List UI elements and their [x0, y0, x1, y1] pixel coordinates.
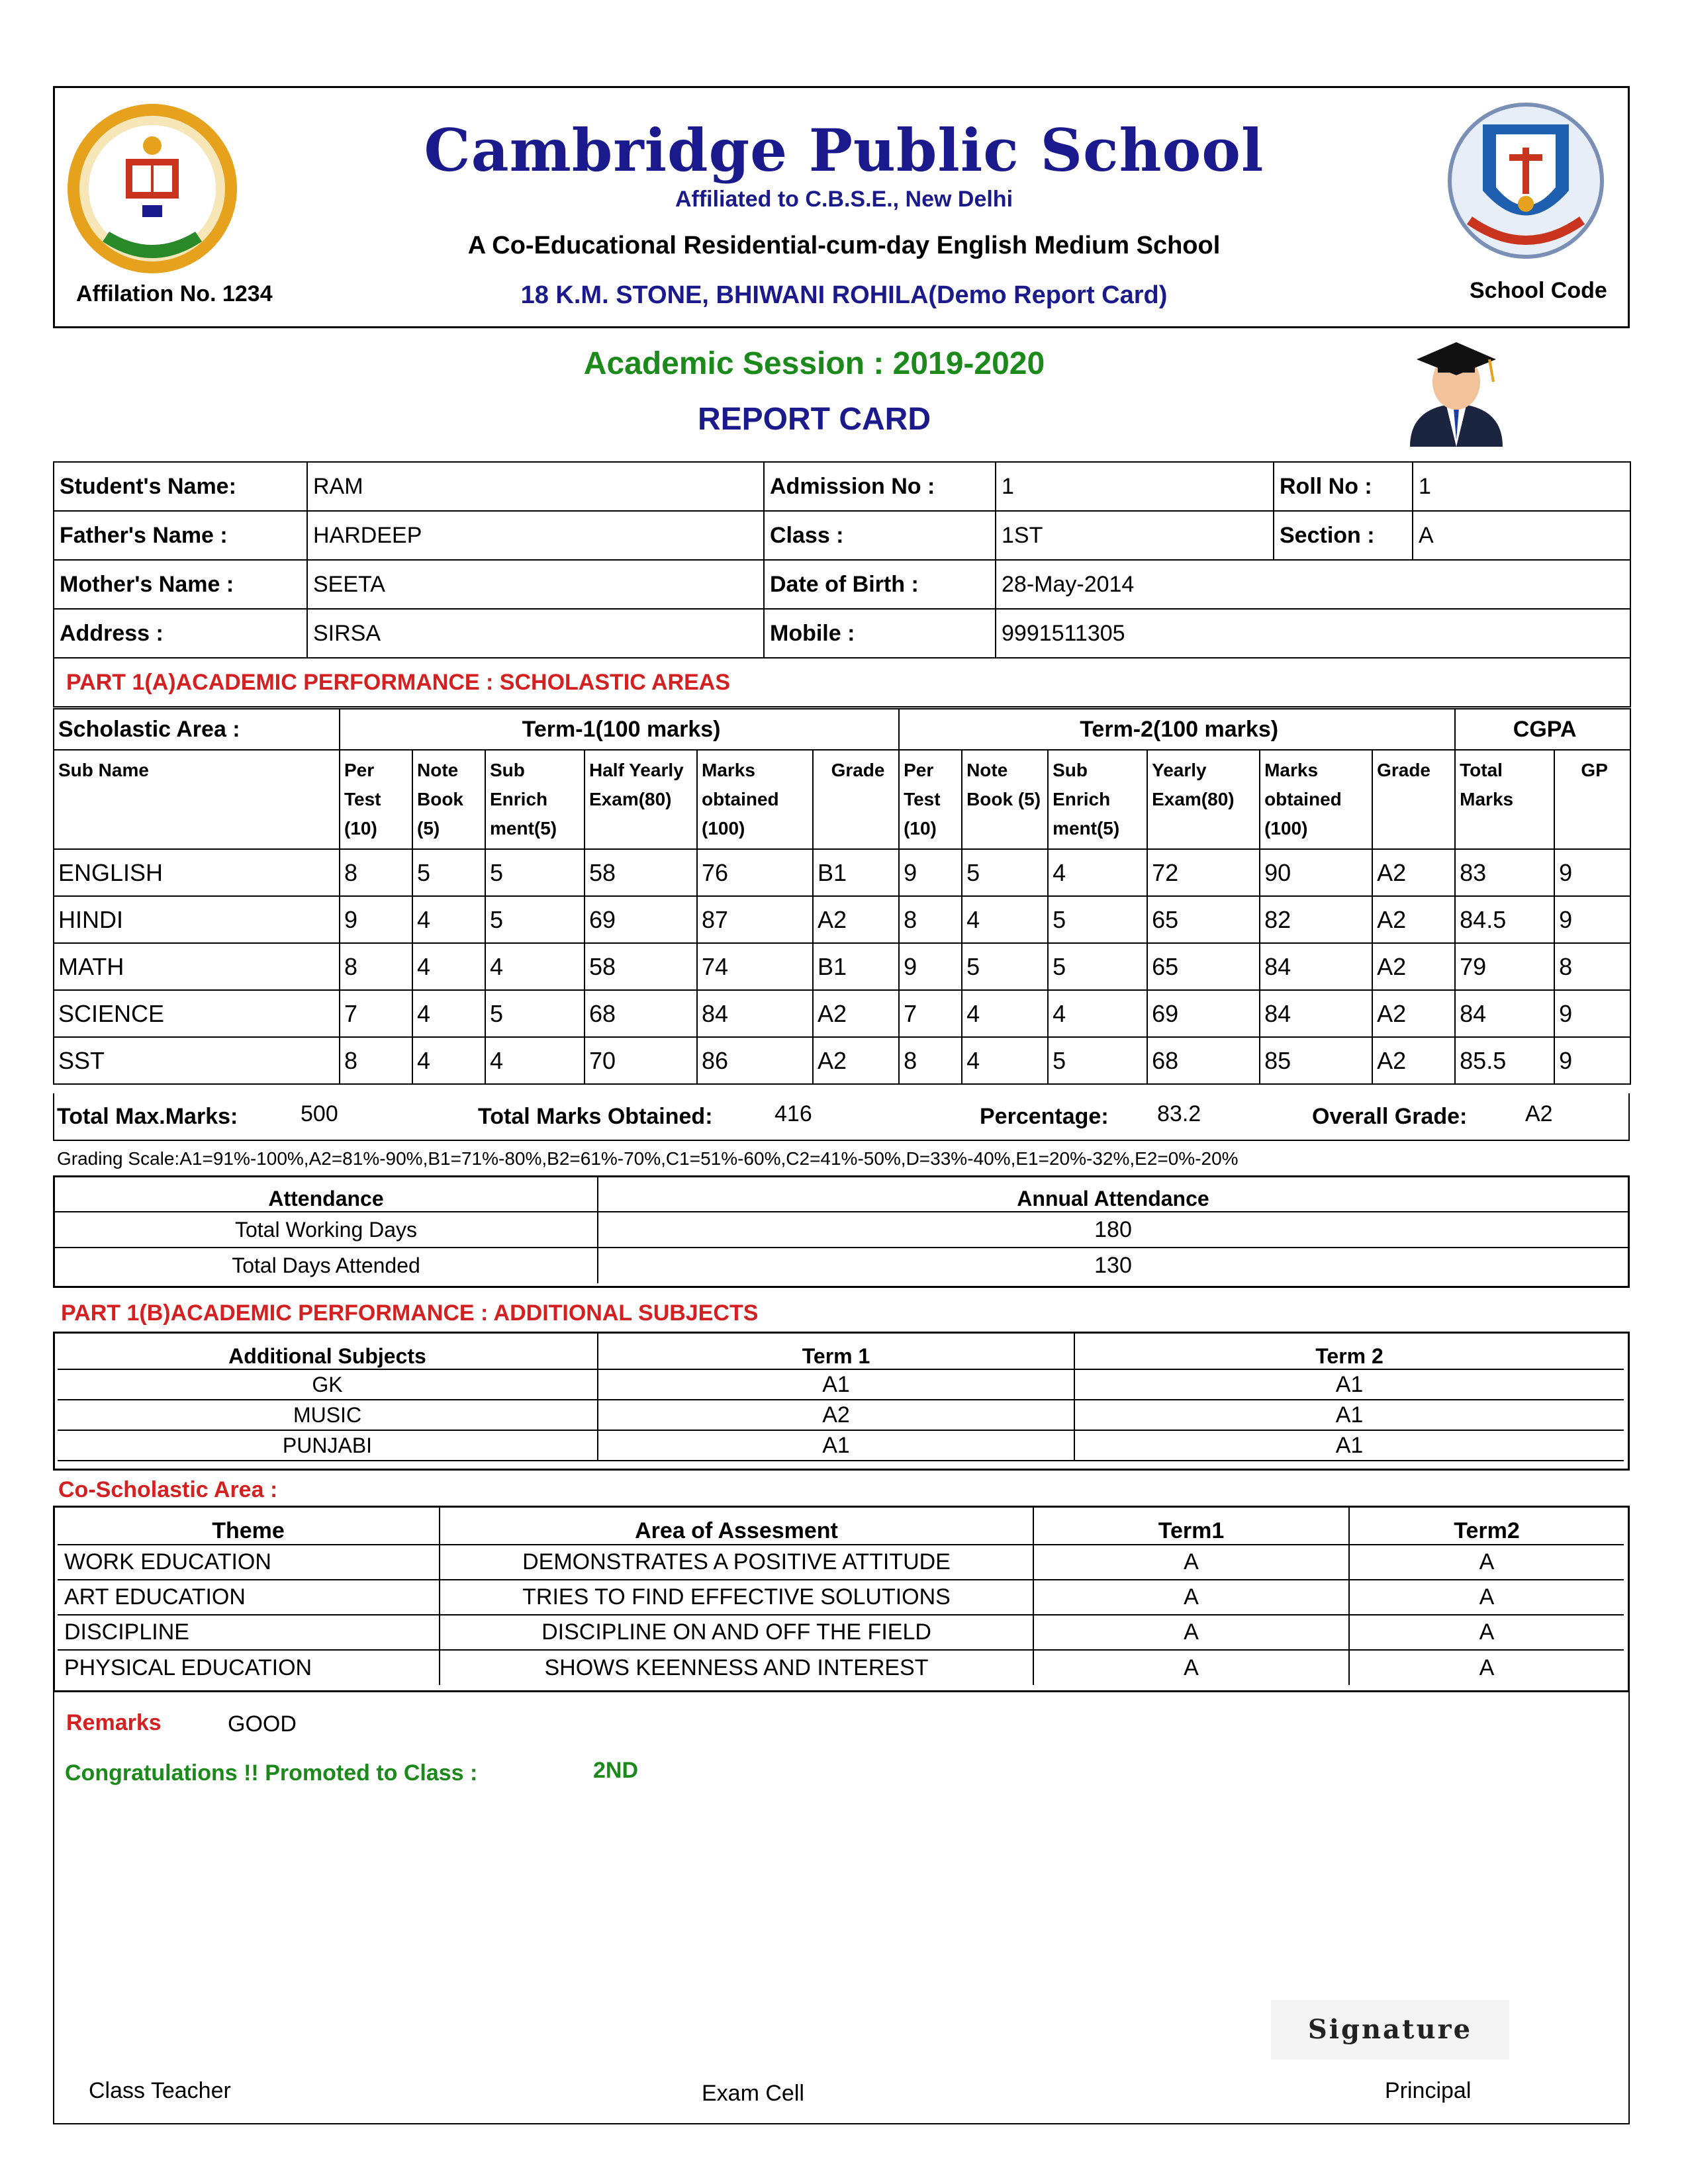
score-cell: 4: [962, 1037, 1048, 1084]
school-tagline: A Co-Educational Residential-cum-day English Medium School: [467, 232, 1221, 259]
subject-name-cell: SCIENCE: [54, 990, 340, 1037]
score-cell: 84: [1455, 990, 1554, 1037]
attendance-col-header: Attendance: [55, 1177, 598, 1212]
totals-row: [53, 1093, 1630, 1141]
score-cell: 5: [962, 943, 1048, 990]
score-cell: 5: [1048, 896, 1147, 943]
score-cell: 4: [962, 896, 1048, 943]
scholastic-area-label: Scholastic Area :: [54, 709, 340, 750]
admission-no-value: 1: [996, 462, 1274, 511]
school-code-label: School Code: [1470, 278, 1607, 303]
col-t2-grade: Grade: [1372, 750, 1455, 849]
student-info-table: [53, 461, 1631, 707]
class-value: 1ST: [996, 511, 1274, 560]
score-cell: 8: [340, 943, 412, 990]
scholastic-column-headers: [54, 750, 1630, 849]
scholastic-table: [53, 708, 1631, 1085]
theme-cell: PHYSICAL EDUCATION: [64, 1655, 312, 1680]
remarks-value: GOOD: [228, 1711, 297, 1737]
report-card-title: REPORT CARD: [697, 402, 931, 437]
percentage-value: 83.2: [1157, 1101, 1201, 1126]
area-assessment-header: Area of Assesment: [440, 1508, 1033, 1545]
additional-subjects-box: [53, 1332, 1630, 1471]
mother-name-value: SEETA: [307, 560, 764, 609]
col-total-marks: Total Marks: [1455, 750, 1554, 849]
term1-grade-cell: A: [1033, 1650, 1349, 1685]
score-cell: 4: [412, 896, 485, 943]
school-crest-icon: [1443, 98, 1609, 263]
score-cell: 8: [340, 1037, 412, 1084]
additional-grade-cell: A1: [598, 1369, 1074, 1400]
signature-text: Signature: [1307, 2014, 1473, 2045]
dob-value: 28-May-2014: [996, 560, 1630, 609]
score-cell: 5: [485, 849, 585, 896]
score-cell: 8: [899, 896, 962, 943]
affiliation-text: Affiliated to C.B.S.E., New Delhi: [675, 187, 1013, 212]
working-days-label: Total Working Days: [55, 1212, 598, 1248]
term1-grade-cell: A: [1033, 1580, 1349, 1615]
affiliation-number: Affilation No. 1234: [76, 281, 273, 306]
col-gp: GP: [1554, 750, 1630, 849]
score-cell: 8: [340, 849, 412, 896]
overall-grade-value: A2: [1525, 1101, 1553, 1126]
student-name-value: RAM: [307, 462, 764, 511]
subject-name-cell: MATH: [54, 943, 340, 990]
score-cell: 5: [1048, 943, 1147, 990]
col-t2-per-test: Per Test (10): [899, 750, 962, 849]
score-cell: 4: [412, 1037, 485, 1084]
score-cell: A2: [813, 1037, 899, 1084]
score-cell: 5: [412, 849, 485, 896]
score-cell: 90: [1260, 849, 1372, 896]
mobile-label: Mobile :: [764, 609, 996, 658]
score-cell: 65: [1147, 896, 1260, 943]
additional-grade-cell: A1: [598, 1430, 1074, 1461]
score-cell: A2: [1372, 849, 1455, 896]
score-cell: 69: [585, 896, 697, 943]
col-sub-name: Sub Name: [54, 750, 340, 849]
total-max-value: 500: [301, 1101, 338, 1126]
section-value: A: [1413, 511, 1630, 560]
dob-label: Date of Birth :: [764, 560, 996, 609]
score-cell: 5: [962, 849, 1048, 896]
additional-term1-header: Term 1: [598, 1334, 1074, 1369]
working-days-value: 180: [598, 1212, 1628, 1248]
score-cell: 86: [697, 1037, 813, 1084]
total-obtained-value: 416: [774, 1101, 812, 1126]
col-t1-per-test: Per Test (10): [340, 750, 412, 849]
additional-subject-row: [58, 1369, 1624, 1400]
theme-cell: ART EDUCATION: [58, 1580, 440, 1615]
col-t1-half-yearly: Half Yearly Exam(80): [585, 750, 697, 849]
additional-subject-row: [58, 1400, 1624, 1430]
score-cell: 82: [1260, 896, 1372, 943]
score-cell: 68: [1147, 1037, 1260, 1084]
coscholastic-row: [58, 1545, 1624, 1580]
mobile-value: 9991511305: [996, 609, 1630, 658]
address-value: SIRSA: [307, 609, 764, 658]
percentage-label: Percentage:: [980, 1104, 1109, 1129]
additional-subject-name: PUNJABI: [58, 1430, 598, 1461]
additional-term2-header: Term 2: [1074, 1334, 1624, 1369]
score-cell: 87: [697, 896, 813, 943]
roll-no-value: 1: [1413, 462, 1630, 511]
score-cell: 5: [485, 896, 585, 943]
score-cell: 84: [1260, 990, 1372, 1037]
total-max-label: Total Max.Marks:: [57, 1104, 238, 1129]
days-attended-label: Total Days Attended: [232, 1253, 420, 1277]
academic-session: Academic Session : 2019-2020: [583, 346, 1045, 381]
mother-name-label: Mother's Name :: [54, 560, 307, 609]
col-t1-grade: Grade: [813, 750, 899, 849]
score-cell: 84.5: [1455, 896, 1554, 943]
exam-cell-label: Exam Cell: [702, 2081, 804, 2106]
subject-row: [54, 849, 1630, 896]
class-label: Class :: [764, 511, 996, 560]
col-t1-marks: Marks obtained (100): [697, 750, 813, 849]
score-cell: A2: [1372, 1037, 1455, 1084]
score-cell: 9: [899, 849, 962, 896]
coscholastic-heading: Co-Scholastic Area :: [58, 1477, 278, 1502]
score-cell: 8: [899, 1037, 962, 1084]
term1-grade-cell: A: [1033, 1615, 1349, 1650]
score-cell: 4: [485, 943, 585, 990]
score-cell: 9: [1554, 849, 1630, 896]
theme-cell: DISCIPLINE: [58, 1615, 440, 1650]
class-teacher-label: Class Teacher: [89, 2078, 231, 2103]
admission-no-label: Admission No :: [764, 462, 996, 511]
total-obtained-label: Total Marks Obtained:: [478, 1104, 713, 1129]
score-cell: 70: [585, 1037, 697, 1084]
score-cell: 83: [1455, 849, 1554, 896]
coscholastic-row: [58, 1580, 1624, 1615]
term2-grade-cell: A: [1349, 1545, 1624, 1580]
score-cell: 4: [962, 990, 1048, 1037]
score-cell: B1: [813, 943, 899, 990]
score-cell: 5: [485, 990, 585, 1037]
principal-signature: [1271, 2000, 1509, 2060]
score-cell: 65: [1147, 943, 1260, 990]
score-cell: A2: [1372, 990, 1455, 1037]
score-cell: A2: [813, 990, 899, 1037]
part1a-heading: PART 1(A)ACADEMIC PERFORMANCE : SCHOLASTIC AREAS: [54, 658, 1630, 707]
additional-grade-cell: A1: [1074, 1400, 1624, 1430]
term2-header: Term-2(100 marks): [899, 709, 1455, 750]
father-name-label: Father's Name :: [54, 511, 307, 560]
assessment-cell: DISCIPLINE ON AND OFF THE FIELD: [440, 1615, 1033, 1650]
theme-cell: WORK EDUCATION: [58, 1545, 440, 1580]
col-t2-note-book: Note Book (5): [962, 750, 1048, 849]
score-cell: 58: [585, 849, 697, 896]
additional-grade-cell: A1: [1074, 1369, 1624, 1400]
score-cell: 85: [1260, 1037, 1372, 1084]
roll-no-label: Roll No :: [1274, 462, 1413, 511]
score-cell: B1: [813, 849, 899, 896]
assessment-cell: TRIES TO FIND EFFECTIVE SOLUTIONS: [440, 1580, 1033, 1615]
coscholastic-term1-header: Term1: [1033, 1508, 1349, 1545]
theme-header: Theme: [58, 1508, 440, 1545]
term1-grade-cell: A: [1033, 1545, 1349, 1580]
score-cell: 4: [1048, 990, 1147, 1037]
coscholastic-row: [58, 1615, 1624, 1650]
days-attended-value: 130: [598, 1248, 1628, 1283]
principal-label: Principal: [1385, 2078, 1472, 2103]
section-label: Section :: [1274, 511, 1413, 560]
graduate-avatar-icon: [1390, 334, 1523, 447]
additional-grade-cell: A1: [1074, 1430, 1624, 1461]
subject-row: [54, 896, 1630, 943]
additional-subject-name: MUSIC: [58, 1400, 598, 1430]
overall-grade-label: Overall Grade:: [1312, 1104, 1468, 1129]
subject-name-cell: SST: [54, 1037, 340, 1084]
subject-name-cell: ENGLISH: [54, 849, 340, 896]
promotion-label: Congratulations !! Promoted to Class :: [65, 1760, 478, 1786]
additional-subject-name: GK: [58, 1369, 598, 1400]
additional-subjects-header: Additional Subjects: [58, 1334, 598, 1369]
term2-grade-cell: A: [1349, 1650, 1624, 1685]
assessment-cell: SHOWS KEENNESS AND INTEREST: [440, 1650, 1033, 1685]
score-cell: 4: [412, 943, 485, 990]
subject-row: [54, 943, 1630, 990]
score-cell: 9: [899, 943, 962, 990]
score-cell: 72: [1147, 849, 1260, 896]
assessment-cell: DEMONSTRATES A POSITIVE ATTITUDE: [440, 1545, 1033, 1580]
score-cell: A2: [813, 896, 899, 943]
term2-grade-cell: A: [1349, 1580, 1624, 1615]
score-cell: 5: [1048, 1037, 1147, 1084]
score-cell: 68: [585, 990, 697, 1037]
part1b-heading: PART 1(B)ACADEMIC PERFORMANCE : ADDITIONAL SUBJECTS: [61, 1300, 759, 1326]
score-cell: 84: [697, 990, 813, 1037]
score-cell: 9: [1554, 896, 1630, 943]
score-cell: 58: [585, 943, 697, 990]
col-t2-yearly: Yearly Exam(80): [1147, 750, 1260, 849]
term1-header: Term-1(100 marks): [340, 709, 899, 750]
score-cell: 85.5: [1455, 1037, 1554, 1084]
score-cell: 4: [485, 1037, 585, 1084]
father-name-value: HARDEEP: [307, 511, 764, 560]
subject-row: [54, 990, 1630, 1037]
score-cell: 9: [1554, 990, 1630, 1037]
address-label: Address :: [54, 609, 307, 658]
score-cell: 7: [899, 990, 962, 1037]
score-cell: A2: [1372, 896, 1455, 943]
school-name: Cambridge Public School: [424, 116, 1264, 185]
score-cell: 4: [1048, 849, 1147, 896]
score-cell: 69: [1147, 990, 1260, 1037]
score-cell: 76: [697, 849, 813, 896]
score-cell: 8: [1554, 943, 1630, 990]
subject-name-cell: HINDI: [54, 896, 340, 943]
col-t1-note-book: Note Book (5): [412, 750, 485, 849]
cgpa-header: CGPA: [1455, 709, 1630, 750]
score-cell: 74: [697, 943, 813, 990]
school-address: 18 K.M. STONE, BHIWANI ROHILA(Demo Report Card): [520, 281, 1168, 309]
col-t2-sub-enrich: Sub Enrich ment(5): [1048, 750, 1147, 849]
score-cell: 84: [1260, 943, 1372, 990]
subject-row: [54, 1037, 1630, 1084]
additional-subject-row: [58, 1430, 1624, 1461]
attendance-box: [53, 1175, 1630, 1288]
col-t2-marks: Marks obtained (100): [1260, 750, 1372, 849]
score-cell: 4: [412, 990, 485, 1037]
coscholastic-box: [53, 1506, 1630, 1692]
promoted-class-value: 2ND: [593, 1758, 639, 1783]
coscholastic-row: [58, 1650, 1624, 1685]
col-t1-sub-enrich: Sub Enrich ment(5): [485, 750, 585, 849]
coscholastic-term2-header: Term2: [1349, 1508, 1624, 1545]
term2-grade-cell: A: [1349, 1615, 1624, 1650]
score-cell: 7: [340, 990, 412, 1037]
score-cell: 9: [340, 896, 412, 943]
score-cell: A2: [1372, 943, 1455, 990]
grading-scale: Grading Scale:A1=91%-100%,A2=81%-90%,B1=71%-80%,B2=61%-70%,C1=51%-60%,C2=41%-50%,D=33%-40%,E1=20%-32%,E2=0%-20%: [57, 1148, 1239, 1169]
score-cell: 79: [1455, 943, 1554, 990]
remarks-label: Remarks: [66, 1710, 162, 1735]
annual-attendance-col-header: Annual Attendance: [598, 1177, 1628, 1212]
score-cell: 9: [1554, 1037, 1630, 1084]
additional-grade-cell: A2: [598, 1400, 1074, 1430]
student-name-label: Student's Name:: [54, 462, 307, 511]
